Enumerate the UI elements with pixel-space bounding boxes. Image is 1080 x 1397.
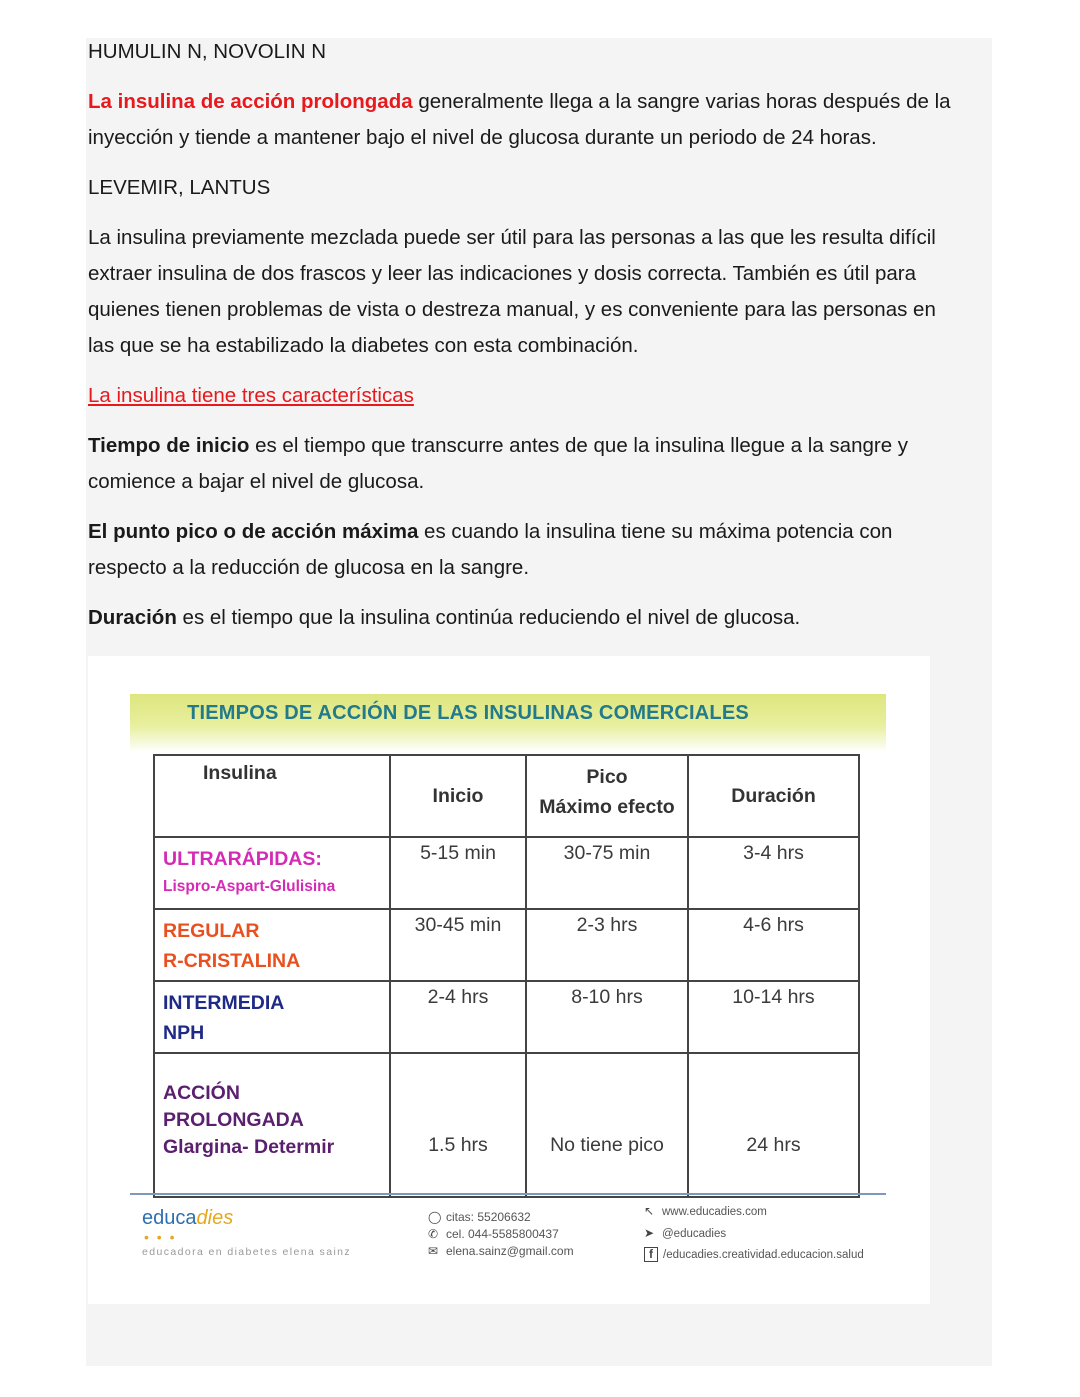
twitter-text[interactable]: @educadies <box>662 1228 727 1240</box>
onset-cell: 1.5 hrs <box>390 1053 526 1197</box>
onset-paragraph <box>88 428 988 500</box>
onset-cell: 30-45 min <box>390 909 526 981</box>
duration-cell: 24 hrs <box>688 1053 859 1197</box>
header-peak-line-2: Máximo efecto <box>539 796 675 818</box>
table-row <box>154 909 859 981</box>
header-peak-line-1: Pico <box>586 766 628 788</box>
peak-text-1: es cuando la insulina tiene su máxima potencia con <box>418 520 893 543</box>
contact-web-block <box>644 1201 864 1266</box>
onset-term: Tiempo de inicio <box>88 434 250 457</box>
duration-cell: 4-6 hrs <box>688 909 859 981</box>
facebook-text[interactable]: /educadies.creatividad.educacion.salud <box>663 1249 864 1261</box>
prolonged-term: La insulina de acción prolongada <box>88 90 413 113</box>
prolonged-text-2: inyección y tiende a mantener bajo el nivel de glucosa durante un periodo de 24 horas. <box>88 126 877 149</box>
figure-title: TIEMPOS DE ACCIÓN DE LAS INSULINAS COMERCIALES <box>187 702 749 724</box>
prolonged-paragraph <box>88 84 988 156</box>
onset-cell: 5-15 min <box>390 837 526 909</box>
peak-paragraph <box>88 514 988 586</box>
table-row <box>154 981 859 1053</box>
brands-line-1: HUMULIN N, NOVOLIN N <box>88 40 327 63</box>
duration-cell: 10-14 hrs <box>688 981 859 1053</box>
email-line <box>428 1243 574 1260</box>
insulin-name: ULTRARÁPIDAS: <box>163 848 322 870</box>
logo-dots: • • • <box>144 1229 177 1245</box>
insulin-name-cell <box>154 981 390 1053</box>
onset-text-1: es el tiempo que transcurre antes de que la insulina llegue a la sangre y <box>249 434 909 457</box>
twitter-line <box>644 1223 864 1245</box>
premixed-line-1: La insulina previamente mezclada puede ser útil para las personas a las que les resulta difícil <box>88 226 936 249</box>
premixed-line-2: extraer insulina de dos frascos y leer las indicaciones y dosis correcta. También es útil para <box>88 262 916 285</box>
facebook-line <box>644 1245 864 1266</box>
document-text <box>88 34 988 636</box>
figure-banner <box>130 694 886 752</box>
web-text[interactable]: www.educadies.com <box>662 1206 767 1218</box>
characteristics-heading <box>88 378 988 414</box>
educadies-logo <box>142 1207 233 1230</box>
logo-tagline: educadora en diabetes elena sainz <box>142 1246 352 1258</box>
brands-line-2: LEVEMIR, LANTUS <box>88 176 271 199</box>
citas-line <box>428 1209 574 1226</box>
insulin-subname: Glargina- Determir <box>163 1136 335 1158</box>
insulin-subname: Lispro-Aspart-Glulisina <box>163 878 336 895</box>
twitter-icon: ➤ <box>644 1226 655 1240</box>
duration-text: es el tiempo que la insulina continúa reduciendo el nivel de glucosa. <box>176 606 801 629</box>
peak-cell: 30-75 min <box>526 837 688 909</box>
premixed-line-3: quienes tienen problemas de vista o destreza manual, y es conveniente para las personas en <box>88 298 936 321</box>
insulin-name: ACCIÓN <box>163 1082 240 1104</box>
header-peak <box>526 755 688 837</box>
web-line <box>644 1201 864 1223</box>
logo-text-a: educa <box>142 1207 197 1229</box>
insulin-name: INTERMEDIA <box>163 992 285 1014</box>
prolonged-text-1: generalmente llega a la sangre varias horas después de la <box>412 90 951 113</box>
cel-line <box>428 1226 574 1243</box>
peak-term: El punto pico o de acción máxima <box>88 520 419 543</box>
insulin-subname: NPH <box>163 1022 205 1044</box>
duration-term: Duración <box>88 606 177 629</box>
insulin-name-cell <box>154 837 390 909</box>
mail-icon: ✉ <box>428 1244 439 1258</box>
footer-divider <box>130 1193 886 1195</box>
logo-text-b: dies <box>196 1207 234 1229</box>
citas-text: citas: 55206632 <box>446 1210 531 1224</box>
table-header-row <box>154 755 859 837</box>
facebook-icon: f <box>644 1247 658 1262</box>
insulin-name: REGULAR <box>163 920 260 942</box>
email-text[interactable]: elena.sainz@gmail.com <box>446 1244 574 1258</box>
onset-text-2: comience a bajar el nivel de glucosa. <box>88 470 425 493</box>
characteristics-link[interactable]: La insulina tiene tres características <box>88 384 414 407</box>
duration-cell: 3-4 hrs <box>688 837 859 909</box>
table-row <box>154 837 859 909</box>
onset-cell: 2-4 hrs <box>390 981 526 1053</box>
phone-icon: ✆ <box>428 1227 439 1241</box>
peak-cell: 8-10 hrs <box>526 981 688 1053</box>
insulin-subname: R-CRISTALINA <box>163 950 301 972</box>
insulin-name-line-2: PROLONGADA <box>163 1109 304 1131</box>
header-duration: Duración <box>688 755 859 837</box>
table-row <box>154 1053 859 1197</box>
insulin-name-cell <box>154 1053 390 1197</box>
duration-paragraph <box>88 600 988 636</box>
calendar-icon: ◯ <box>428 1210 442 1224</box>
peak-cell: No tiene pico <box>526 1053 688 1197</box>
insulin-name-cell <box>154 909 390 981</box>
insulin-times-figure <box>88 656 930 1304</box>
cel-text: cel. 044-5585800437 <box>446 1227 559 1241</box>
premixed-paragraph <box>88 220 988 364</box>
header-onset: Inicio <box>390 755 526 837</box>
insulin-table <box>153 754 860 1198</box>
header-insulin: Insulina <box>154 755 390 837</box>
contact-phone-block <box>428 1209 574 1260</box>
premixed-line-4: las que se ha estabilizado la diabetes con esta combinación. <box>88 334 639 357</box>
peak-text-2: respecto a la reducción de glucosa en la sangre. <box>88 556 530 579</box>
cursor-icon: ↖ <box>644 1204 655 1218</box>
peak-cell: 2-3 hrs <box>526 909 688 981</box>
